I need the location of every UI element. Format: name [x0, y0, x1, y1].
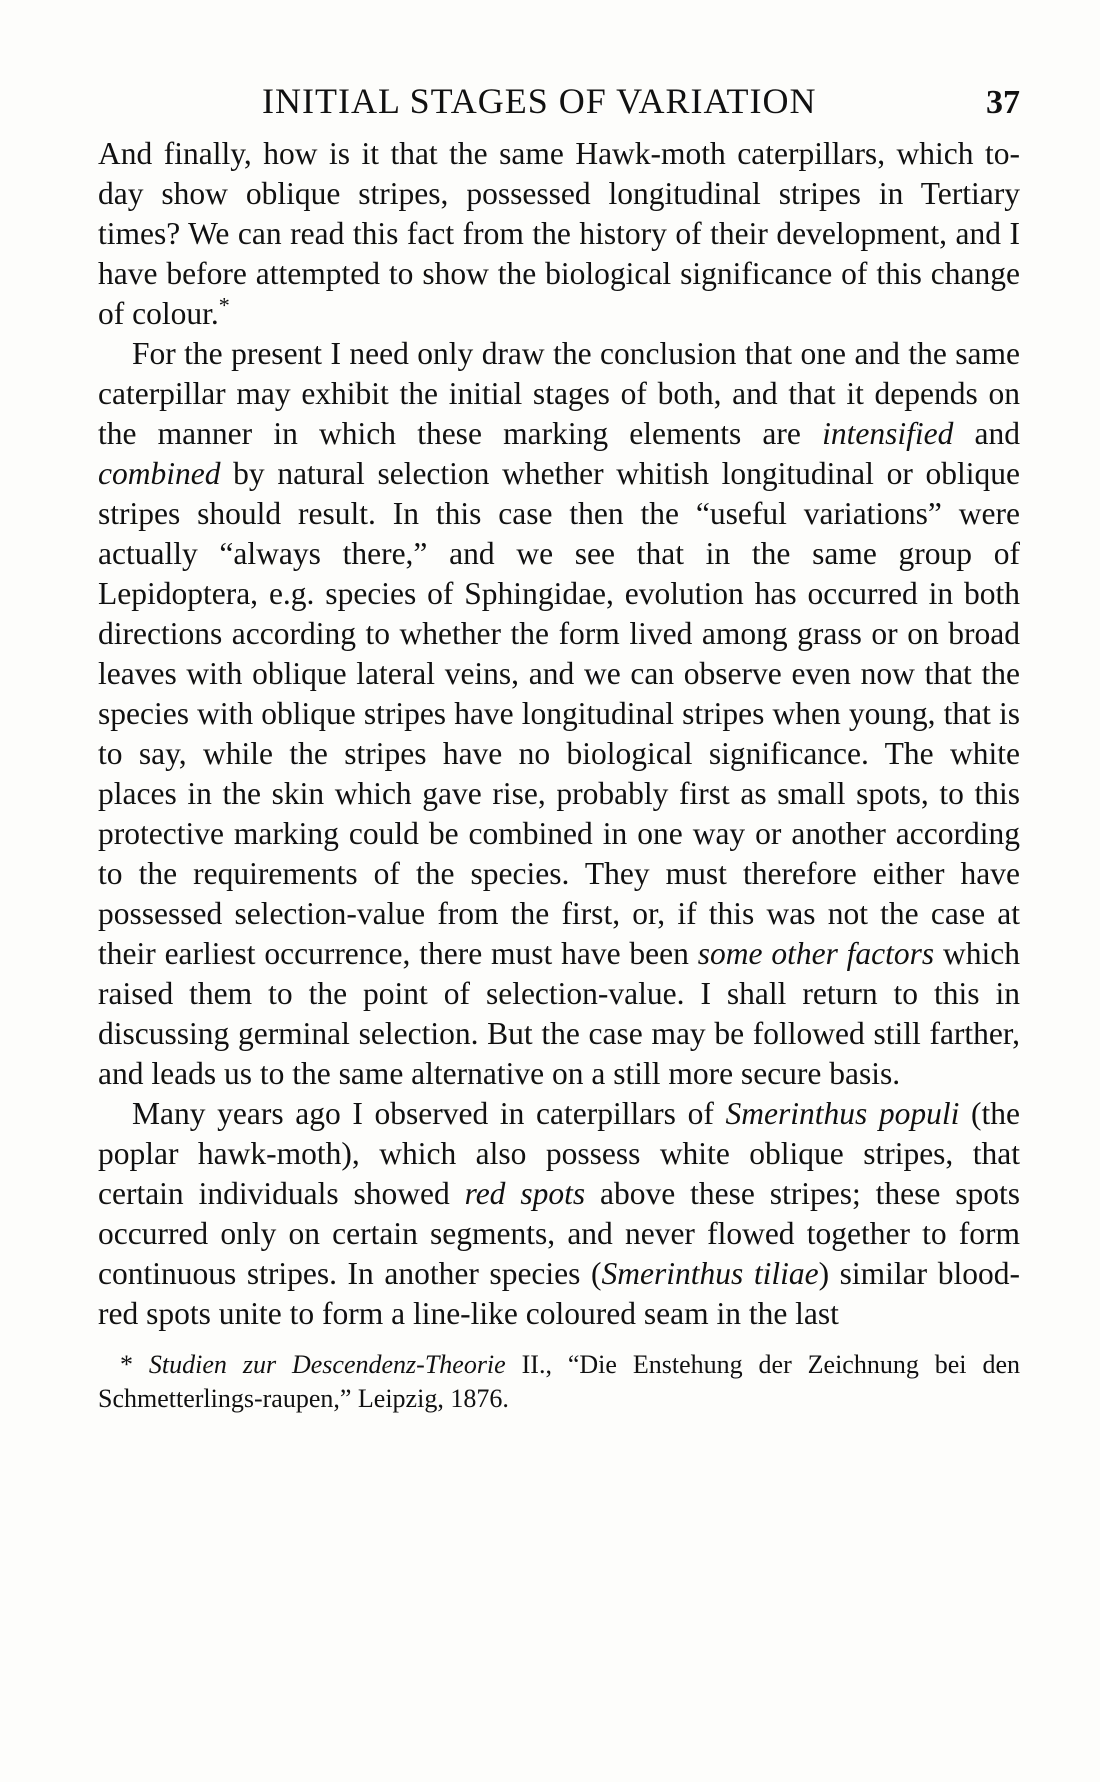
footnote-text: II., “Die Enstehung der Zeichnung bei den Schmetterlings-raupen,” Leipzig, 1876.	[98, 1350, 1020, 1413]
text-segment: which raised them to the point of selection-value. I shall return to this in discussing germinal selection. But the case may be followed still farther, and leads us to the same alternative on a still more secure basis.	[98, 936, 1020, 1091]
italic-term: some other factors	[697, 936, 935, 971]
footnote-work-title: Studien zur Descendenz-Theorie	[148, 1350, 506, 1379]
text-segment: Many years ago I observed in caterpillars of	[132, 1096, 726, 1131]
footnote	[98, 1348, 1020, 1416]
paragraph-1-text: And finally, how is it that the same Hawk-moth caterpillars, which to-day show oblique stripes, possessed longitudinal stripes in Tertiary times? We can read this fact from the history of their development, and I have before attempted to show the biological significance of this change of colour.	[98, 136, 1020, 331]
text-segment: ) similar blood-red spots unite to form a line-like coloured seam in the last	[98, 1256, 1020, 1331]
text-segment: above these stripes; these spots occurred only on certain segments, and never flowed together to form continuous stripes. In another species (	[98, 1176, 1021, 1291]
text-segment: For the present I need only draw the conclusion that one and the same caterpillar may exhibit the initial stages of both, and that it depends on the manner in which these marking elements are	[98, 336, 1020, 451]
page-number: 37	[986, 84, 1020, 121]
text-segment: (the poplar hawk-moth), which also possess white oblique stripes, that certain individuals showed	[98, 1096, 1020, 1211]
footnote-reference: *	[218, 292, 230, 318]
text-segment: by natural selection whether whitish longitudinal or oblique stripes should result. In this case then the “useful variations” were actually “always there,” and we see that in the same group of Lepidoptera, e.g. species of Sphingidae, evolution has occurred in both directions according to whether the form lived among grass or on broad leaves with oblique lateral veins, and we can observe even now that the species with oblique stripes have longitudinal stripes when young, that is to say, while the stripes have no biological significance. The white places in the skin which gave rise, probably first as small spots, to this protective marking could be combined in one way or another according to the requirements of the species. They must therefore either have possessed selection-value from the first, or, if this was not the case at their earliest occurrence, there must have been	[98, 456, 1020, 971]
footnote-mark: *	[120, 1350, 133, 1379]
body-text	[98, 134, 1020, 1334]
paragraph-2	[98, 334, 1020, 1094]
italic-species-name: Smerinthus tiliae	[601, 1256, 819, 1291]
text-segment: and	[953, 416, 1021, 451]
italic-term: intensified	[822, 416, 954, 451]
running-title: INITIAL STAGES OF VARIATION	[262, 81, 817, 121]
paragraph-3	[98, 1094, 1020, 1334]
italic-species-name: Smerinthus populi	[725, 1096, 960, 1131]
paragraph-1	[98, 134, 1020, 334]
italic-term: combined	[98, 456, 221, 491]
page-header	[98, 70, 1020, 128]
italic-term: red spots	[464, 1176, 586, 1211]
